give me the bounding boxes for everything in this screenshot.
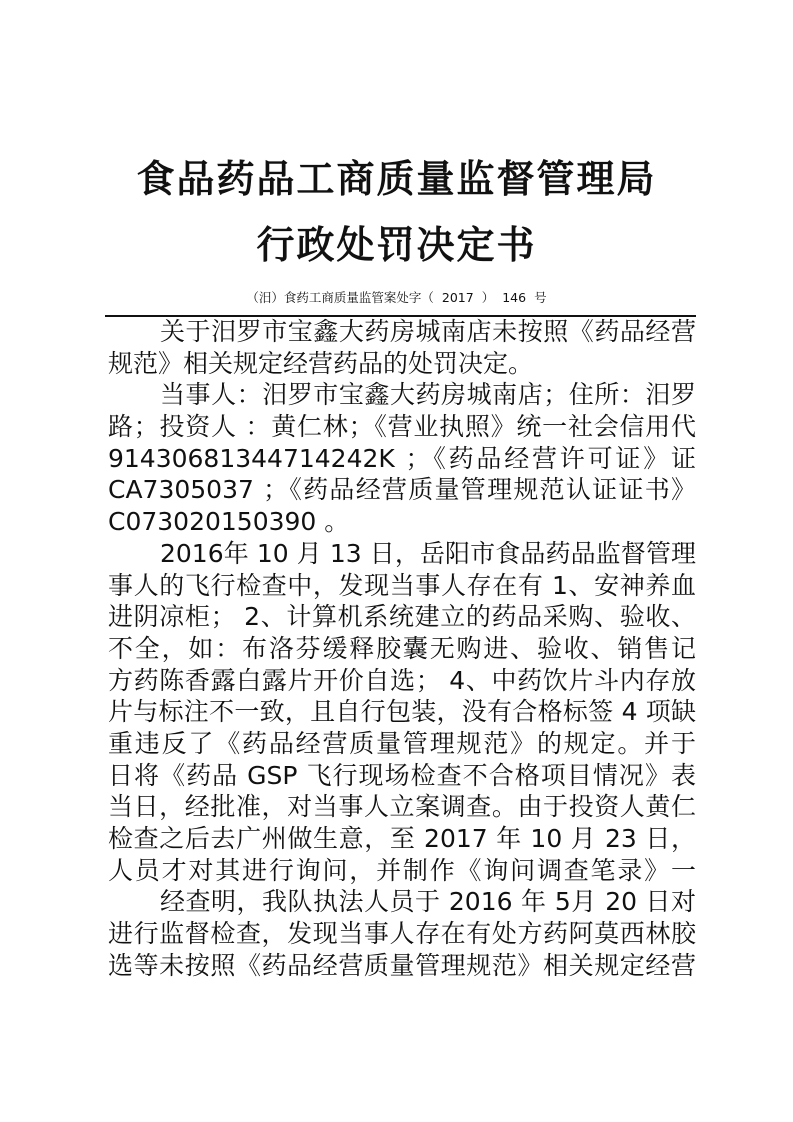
body-line: 片与标注不一致，且自行包装，没有合格标签 4 项缺 <box>108 697 696 727</box>
body-line: C073020150390 。 <box>108 507 350 537</box>
doc-number-prefix: （汨）食药工商质量监管案处字（ <box>246 290 434 305</box>
doc-number-suffix: 号 <box>534 290 547 305</box>
body-line: 当事人：汨罗市宝鑫大药房城南店；住所：汨罗 <box>160 380 696 410</box>
doc-number-value: 146 <box>502 290 527 305</box>
body-line: 不全，如：布洛芬缓释胶囊无购进、验收、销售记 <box>108 633 696 663</box>
document-subtitle: 行政处罚决定书 <box>256 223 537 267</box>
body-line: 选等未按照《药品经营质量管理规范》相关规定经营 <box>108 950 696 980</box>
body-line: CA7305037 ；《药品经营质量管理规范认证证书》 <box>108 475 696 505</box>
document-number <box>0 288 793 306</box>
body-line: 事人的飞行检查中，发现当事人存在有 1、安神养血 <box>108 570 696 600</box>
doc-number-close: ） <box>481 290 495 305</box>
body-line: 当日，经批准，对当事人立案调查。由于投资人黄仁 <box>108 792 696 822</box>
body-line: 路；投资人 ：黄仁林；《营业执照》统一社会信用代 <box>108 412 696 442</box>
body-line: 重违反了《药品经营质量管理规范》的规定。并于 <box>108 728 696 758</box>
body-line: 2016年 10 月 13 日，岳阳市食品药品监督管理 <box>160 538 696 568</box>
body-line: 日将《药品 GSP 飞行现场检查不合格项目情况》表 <box>108 760 696 790</box>
body-line: 人员才对其进行询问，并制作《询问调查笔录》一 <box>108 855 696 885</box>
body-line: 检查之后去广州做生意，至 2017 年 10 月 23 日， <box>108 824 696 853</box>
body-line: 经查明，我队执法人员于 2016 年 5月 20 日对 <box>160 887 696 917</box>
document-body <box>108 316 696 981</box>
document-title: 食品药品工商质量监督管理局 <box>136 157 657 201</box>
body-line: 进行监督检查，发现当事人存在有处方药阿莫西林胶 <box>108 919 696 949</box>
body-line: 进阴凉柜； 2、计算机系统建立的药品采购、验收、 <box>108 602 696 632</box>
body-line: 方药陈香露白露片开价自选； 4、中药饮片斗内存放 <box>108 665 696 695</box>
doc-number-year: 2017 <box>441 290 474 305</box>
body-line: 规范》相关规定经营药品的处罚决定。 <box>108 348 534 378</box>
body-line: 关于汨罗市宝鑫大药房城南店未按照《药品经营 <box>160 317 696 346</box>
body-line: 91430681344714242K ；《药品经营许可证》证 <box>108 443 696 473</box>
